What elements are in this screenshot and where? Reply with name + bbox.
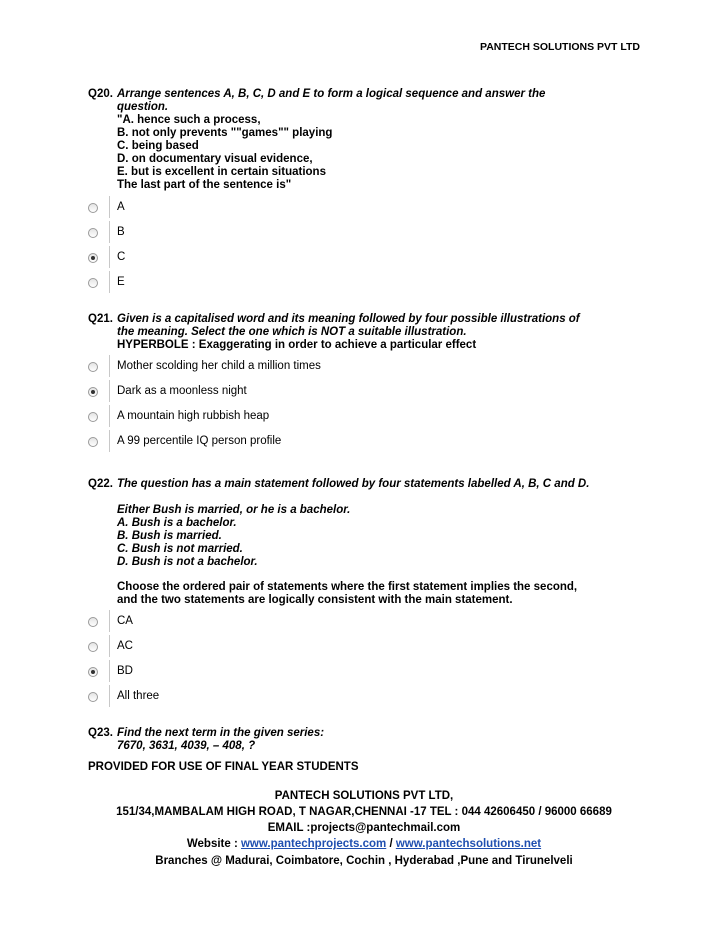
question-23: [88, 727, 648, 753]
footer-branches: Branches @ Madurai, Coimbatore, Cochin , Hyderabad ,Pune and Tirunelveli: [155, 855, 573, 867]
radio-button[interactable]: [88, 437, 98, 447]
option-label: Dark as a moonless night: [117, 385, 247, 397]
sentence-line: "A. hence such a process,: [117, 114, 261, 126]
footer-websites: [0, 838, 728, 850]
q21-option-1[interactable]: [88, 361, 488, 385]
q20-option-b[interactable]: [88, 227, 488, 251]
option-label: A mountain high rubbish heap: [117, 410, 270, 422]
option-label: CA: [117, 615, 133, 627]
statement-line: C. Bush is not married.: [117, 543, 243, 555]
question-number: Q20.: [88, 88, 113, 100]
q22-option-bd[interactable]: [88, 666, 488, 690]
radio-button-selected[interactable]: [88, 387, 98, 397]
website-separator: /: [386, 838, 396, 850]
radio-button-selected[interactable]: [88, 253, 98, 263]
radio-button[interactable]: [88, 642, 98, 652]
sentence-line: D. on documentary visual evidence,: [117, 153, 313, 165]
instruction-line: Choose the ordered pair of statements where the first statement implies the second,: [117, 581, 578, 593]
q20-option-e[interactable]: [88, 277, 488, 301]
statement-line: A. Bush is a bachelor.: [117, 517, 237, 529]
statement-line: D. Bush is not a bachelor.: [117, 556, 258, 568]
q22-option-all-three[interactable]: [88, 691, 488, 715]
radio-button[interactable]: [88, 412, 98, 422]
question-text: Given is a capitalised word and its meaning followed by four possible illustrations of: [117, 313, 580, 325]
radio-button[interactable]: [88, 203, 98, 213]
q22-option-ca[interactable]: [88, 616, 488, 640]
question-text: Find the next term in the given series:: [117, 727, 325, 739]
question-number: Q23.: [88, 727, 113, 739]
website-link-pantechprojects[interactable]: www.pantechprojects.com: [240, 838, 387, 850]
sentence-line: C. being based: [117, 140, 199, 152]
question-text: the meaning. Select the one which is NOT a suitable illustration.: [117, 326, 467, 338]
option-label: All three: [117, 690, 160, 702]
q20-option-c[interactable]: [88, 252, 488, 276]
radio-button[interactable]: [88, 278, 98, 288]
provided-note: PROVIDED FOR USE OF FINAL YEAR STUDENTS: [88, 761, 359, 773]
radio-button[interactable]: [88, 228, 98, 238]
question-text: question.: [117, 101, 169, 113]
radio-button[interactable]: [88, 617, 98, 627]
q21-option-2[interactable]: [88, 386, 488, 410]
sentence-line: B. not only prevents ""games"" playing: [117, 127, 333, 139]
option-label: C: [117, 251, 126, 263]
instruction-line: and the two statements are logically consistent with the main statement.: [117, 594, 513, 606]
series-line: 7670, 3631, 4039, – 408, ?: [117, 740, 256, 752]
option-label: A: [117, 201, 125, 213]
question-20: [88, 88, 648, 192]
question-22: [88, 478, 648, 491]
website-link-pantechsolutions[interactable]: www.pantechsolutions.net: [395, 838, 542, 850]
option-label: B: [117, 226, 125, 238]
option-label: AC: [117, 640, 133, 652]
statement-line: B. Bush is married.: [117, 530, 222, 542]
footer-address: 151/34,MAMBALAM HIGH ROAD, T NAGAR,CHENNAI -17 TEL : 044 42606450 / 96000 66689: [116, 806, 612, 818]
option-label: A 99 percentile IQ person profile: [117, 435, 282, 447]
option-label: E: [117, 276, 125, 288]
radio-button[interactable]: [88, 692, 98, 702]
footer-company: PANTECH SOLUTIONS PVT LTD,: [274, 790, 454, 802]
q21-option-3[interactable]: [88, 411, 488, 435]
q22-option-ac[interactable]: [88, 641, 488, 665]
footer-email: EMAIL :projects@pantechmail.com: [267, 822, 461, 834]
sentence-line: E. but is excellent in certain situations: [117, 166, 326, 178]
q20-option-a[interactable]: [88, 202, 488, 226]
header-company: PANTECH SOLUTIONS PVT LTD: [479, 41, 640, 53]
option-label: Mother scolding her child a million times: [117, 360, 321, 372]
q22-instruction: [88, 581, 648, 607]
radio-button-selected[interactable]: [88, 667, 98, 677]
hyperbole-definition: HYPERBOLE : Exaggerating in order to achieve a particular effect: [117, 339, 477, 351]
q22-statements: [88, 504, 648, 569]
option-label: BD: [117, 665, 133, 677]
statement-line: Either Bush is married, or he is a bachelor.: [117, 504, 351, 516]
question-text: Arrange sentences A, B, C, D and E to form a logical sequence and answer the: [117, 88, 546, 100]
question-number: Q22.: [88, 478, 113, 490]
sentence-line: The last part of the sentence is": [117, 179, 292, 191]
question-text: The question has a main statement followed by four statements labelled A, B, C and D.: [117, 478, 590, 490]
question-21: [88, 313, 648, 352]
radio-button[interactable]: [88, 362, 98, 372]
website-prefix: Website :: [186, 838, 241, 850]
question-number: Q21.: [88, 313, 113, 325]
q21-option-4[interactable]: [88, 436, 488, 460]
